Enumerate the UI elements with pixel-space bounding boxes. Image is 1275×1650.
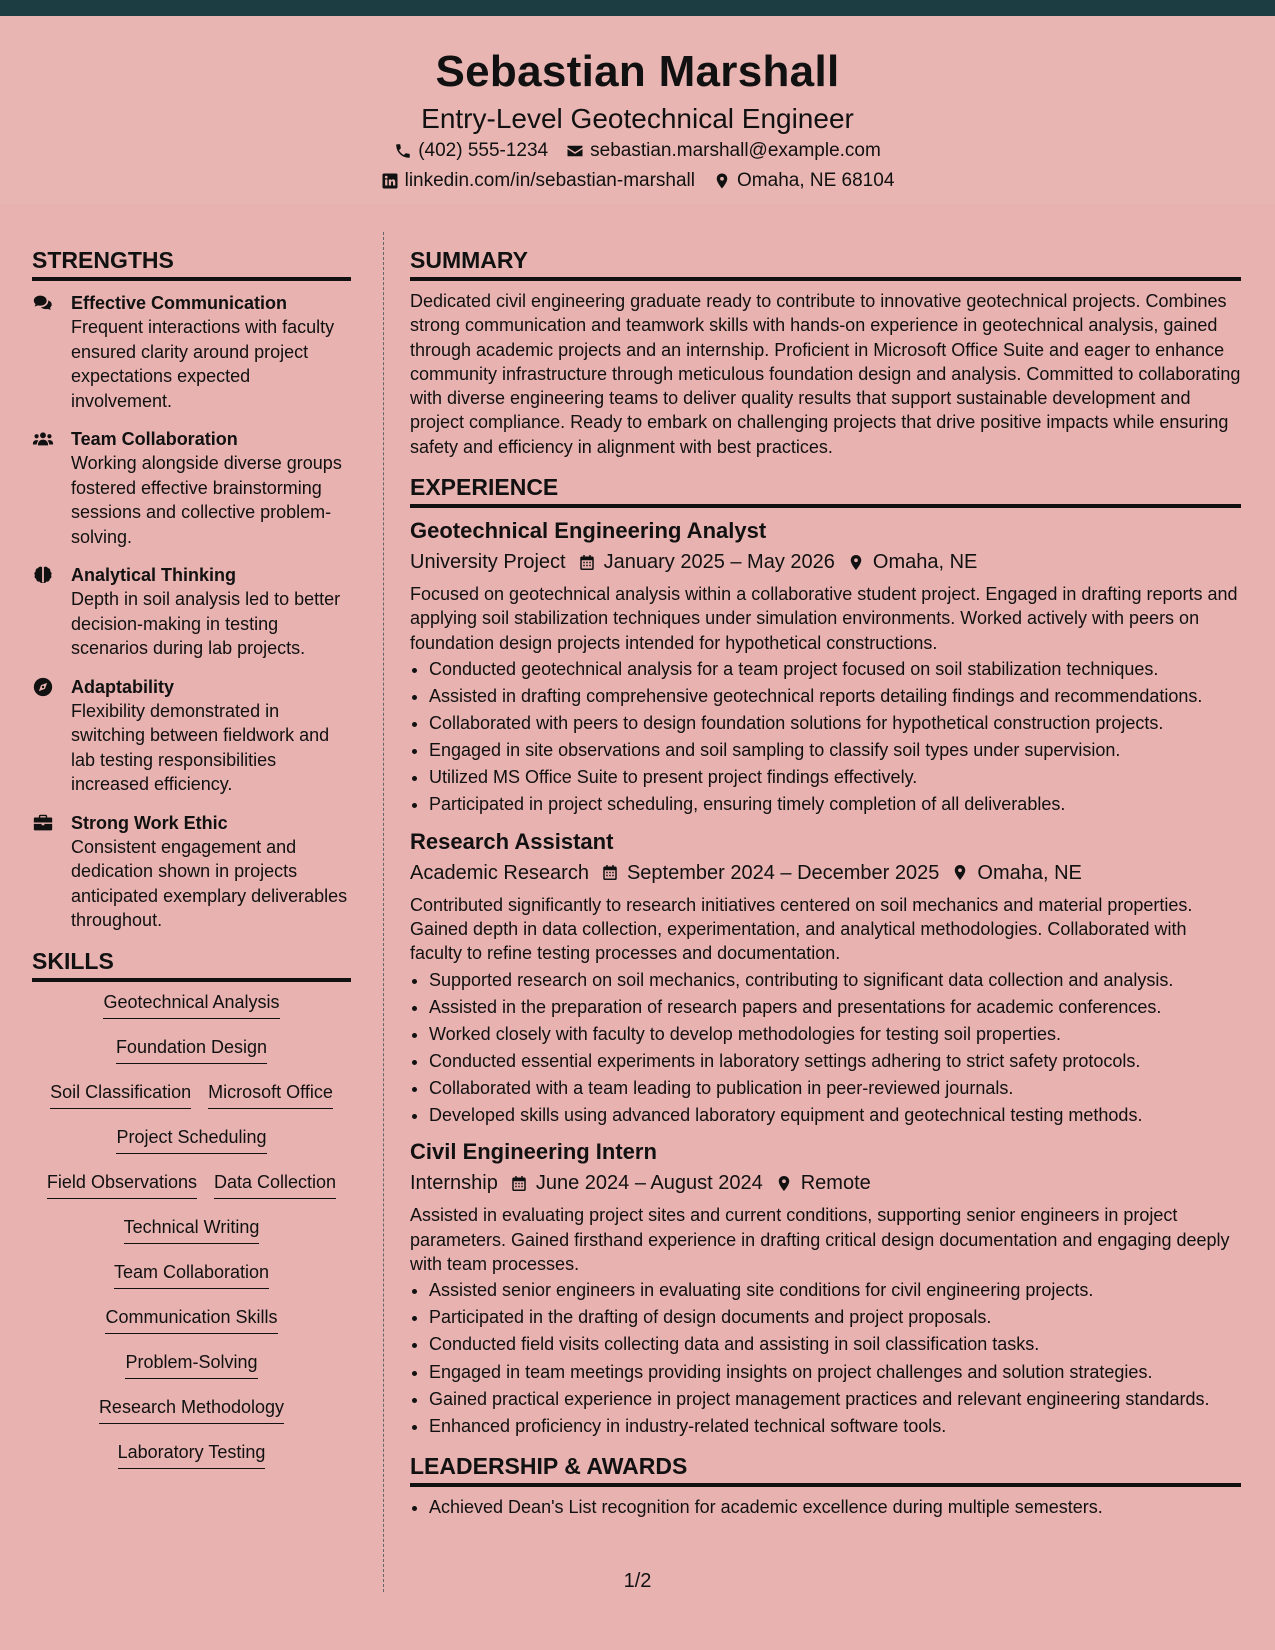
contact-row-1 [0,136,1275,166]
brain-icon [32,564,54,586]
skill-tag: Technical Writing [124,1215,260,1244]
location-contact [713,166,894,196]
job-bullet: • Conducted geotechnical analysis for a team project focused on soil stabilization techniques. [429,657,1241,681]
skill-tag: Microsoft Office [208,1080,333,1109]
skill-tag: Team Collaboration [114,1260,269,1289]
job-organization: Academic Research [410,861,589,884]
strength-description: Working alongside diverse groups fostered effective brainstorming sessions and collective problem-solving. [71,453,342,547]
job-location: Omaha, NE [872,551,978,574]
briefcase-icon [32,812,54,834]
calendar-icon [578,553,596,572]
skill-tag: Soil Classification [50,1080,191,1109]
skill-tag: Data Collection [214,1170,336,1199]
phone-number[interactable]: (402) 555-1234 [418,140,549,161]
candidate-title: Entry-Level Geotechnical Engineer [421,103,854,134]
strength-title: Analytical Thinking [71,565,237,585]
job-bullet: • Participated in the drafting of design documents and project proposals. [429,1305,1241,1329]
strength-item [32,561,351,661]
job-bullet: • Supported research on soil mechanics, contributing to significant data collection and analysis. [429,968,1241,992]
calendar-icon [601,863,619,882]
skill-tag: Laboratory Testing [118,1440,266,1469]
skill-tag: Geotechnical Analysis [103,990,279,1019]
skill-tag: Project Scheduling [116,1125,266,1154]
strength-description: Frequent interactions with faculty ensured clarity around project expectations expected involvement. [71,317,335,411]
strength-item [32,809,351,933]
job-bullet: • Conducted essential experiments in laboratory settings adhering to strict safety protocols. [429,1049,1241,1073]
job-meta [410,857,1241,889]
experience-heading: EXPERIENCE [410,473,1241,508]
summary-text: Dedicated civil engineering graduate ready to contribute to innovative geotechnical projects. Combines strong communication and teamwork skills with hands-on experience in geotechnical analysis, gained through academic projects and an internship. Proficient in Microsoft Office Suite and eager to enhance community infrastructure through meticulous foundation design and analysis. Committed to collaborating with diverse engineering teams to deliver quality results that support sustainable development and project compliance. Ready to embark on challenging projects that drive positive impacts while ensuring safety and efficiency in alignment with best practices. [410,291,1241,457]
job-description: Assisted in evaluating project sites and current conditions, supporting senior engineers in project parameters. Gained firsthand experience in drafting critical design documentation and engaging deeply with team processes. [410,1205,1230,1274]
job-bullet: • Participated in project scheduling, ensuring timely completion of all deliverables. [429,792,1241,816]
job-bullet: • Conducted field visits collecting data and assisting in soil classification tasks. [429,1332,1241,1356]
linkedin-url[interactable]: linkedin.com/in/sebastian-marshall [404,170,696,191]
job-bullet: • Utilized MS Office Suite to present project findings effectively. [429,765,1241,789]
email-contact [566,136,881,166]
summary-heading: SUMMARY [410,246,1241,281]
email-address[interactable]: sebastian.marshall@example.com [590,140,881,161]
strength-description: Flexibility demonstrated in switching between fieldwork and lab testing responsibilities increased efficiency. [71,700,330,794]
map-pin-icon [775,1174,793,1193]
job-bullet: • Developed skills using advanced laboratory equipment and geotechnical testing methods. [429,1103,1241,1127]
phone-icon [394,142,412,160]
strengths-heading: STRENGTHS [32,246,351,281]
job-organization: Internship [410,1172,498,1195]
job-bullet: • Assisted senior engineers in evaluating site conditions for civil engineering projects. [429,1278,1241,1302]
leadership-bullets [410,1495,1241,1519]
job-description: Focused on geotechnical analysis within a collaborative student project. Engaged in drafting reports and applying soil stabilization techniques under simulation environments. Worked actively with peers on foundation design projects intended for hypothetical constructions. [410,584,1238,653]
job-meta [410,1167,1241,1199]
linkedin-contact [381,166,695,196]
job-bullet: • Enhanced proficiency in industry-related technical software tools. [429,1414,1241,1438]
strength-title: Team Collaboration [71,429,238,449]
skills-list [32,990,351,1485]
job-bullet: • Engaged in team meetings providing insights on project challenges and solution strategies. [429,1360,1241,1384]
candidate-name: Sebastian Marshall [435,47,840,96]
skill-tag: Communication Skills [105,1305,277,1334]
job-location: Omaha, NE [977,861,1082,884]
contact-row-2 [0,166,1275,196]
map-pin-icon [713,172,731,190]
job-title: Geotechnical Engineering Analyst [410,518,767,544]
job-meta [410,546,1241,578]
job-title: Civil Engineering Intern [410,1139,657,1165]
leadership-bullet: • Achieved Dean's List recognition for academic excellence during multiple semesters. [429,1495,1241,1519]
strength-description: Depth in soil analysis led to better decision-making in testing scenarios during lab projects. [71,589,341,658]
job-bullets [410,968,1241,1128]
job-title: Research Assistant [410,828,614,854]
map-pin-icon [847,553,865,572]
job-location: Remote [800,1172,871,1195]
experience-entry [410,516,1241,817]
experience-entry [410,827,1241,1128]
strength-item [32,425,351,549]
linkedin-icon [381,172,399,190]
job-bullets [410,657,1241,817]
skill-tag: Research Methodology [99,1395,284,1424]
job-bullet: • Collaborated with a team leading to publication in peer-reviewed journals. [429,1076,1241,1100]
strength-item [32,673,351,797]
strength-title: Effective Communication [71,293,288,313]
experience-entry [410,1137,1241,1438]
job-dates: June 2024 – August 2024 [535,1172,763,1195]
job-dates: January 2025 – May 2026 [603,551,835,574]
skills-section [32,947,351,1485]
left-column [32,246,351,1485]
job-bullet: • Gained practical experience in project management practices and relevant engineering standards. [429,1387,1241,1411]
leadership-heading: LEADERSHIP & AWARDS [410,1452,1241,1487]
map-pin-icon [951,863,969,882]
strength-description: Consistent engagement and dedication shown in projects anticipated exemplary deliverables throughout. [71,836,348,930]
job-organization: University Project [410,551,566,574]
job-description: Contributed significantly to research initiatives centered on soil mechanics and material properties. Gained depth in data collection, experimentation, and analytical methodologies. Collaborated with faculty to refine testing processes and documentation. [410,894,1193,964]
skills-heading: SKILLS [32,947,351,982]
location-text: Omaha, NE 68104 [737,170,895,191]
strength-item [32,289,351,413]
compass-icon [32,676,54,698]
job-bullet: • Worked closely with faculty to develop methodologies for testing soil properties. [429,1022,1241,1046]
calendar-icon [510,1174,528,1193]
strength-title: Strong Work Ethic [71,812,228,833]
job-dates: September 2024 – December 2025 [626,861,940,884]
job-bullet: • Engaged in site observations and soil sampling to classify soil types under supervision. [429,738,1241,762]
phone-contact [394,136,548,166]
envelope-icon [566,142,584,160]
comments-icon [32,292,54,314]
strength-title: Adaptability [71,676,175,697]
resume-header [0,16,1275,204]
job-bullet: • Assisted in the preparation of research papers and presentations for academic conferences. [429,995,1241,1019]
page-number: 1/2 [623,1570,652,1592]
job-bullets [410,1278,1241,1438]
job-bullet: • Collaborated with peers to design foundation solutions for hypothetical construction projects. [429,711,1241,735]
skill-tag: Field Observations [47,1170,197,1199]
top-accent-bar [0,0,1275,16]
right-column [410,246,1241,1522]
column-divider [383,232,384,1592]
skill-tag: Foundation Design [116,1035,267,1064]
job-bullet: • Assisted in drafting comprehensive geotechnical reports detailing findings and recommendations. [429,684,1241,708]
users-icon [32,428,54,450]
skill-tag: Problem-Solving [125,1350,257,1379]
